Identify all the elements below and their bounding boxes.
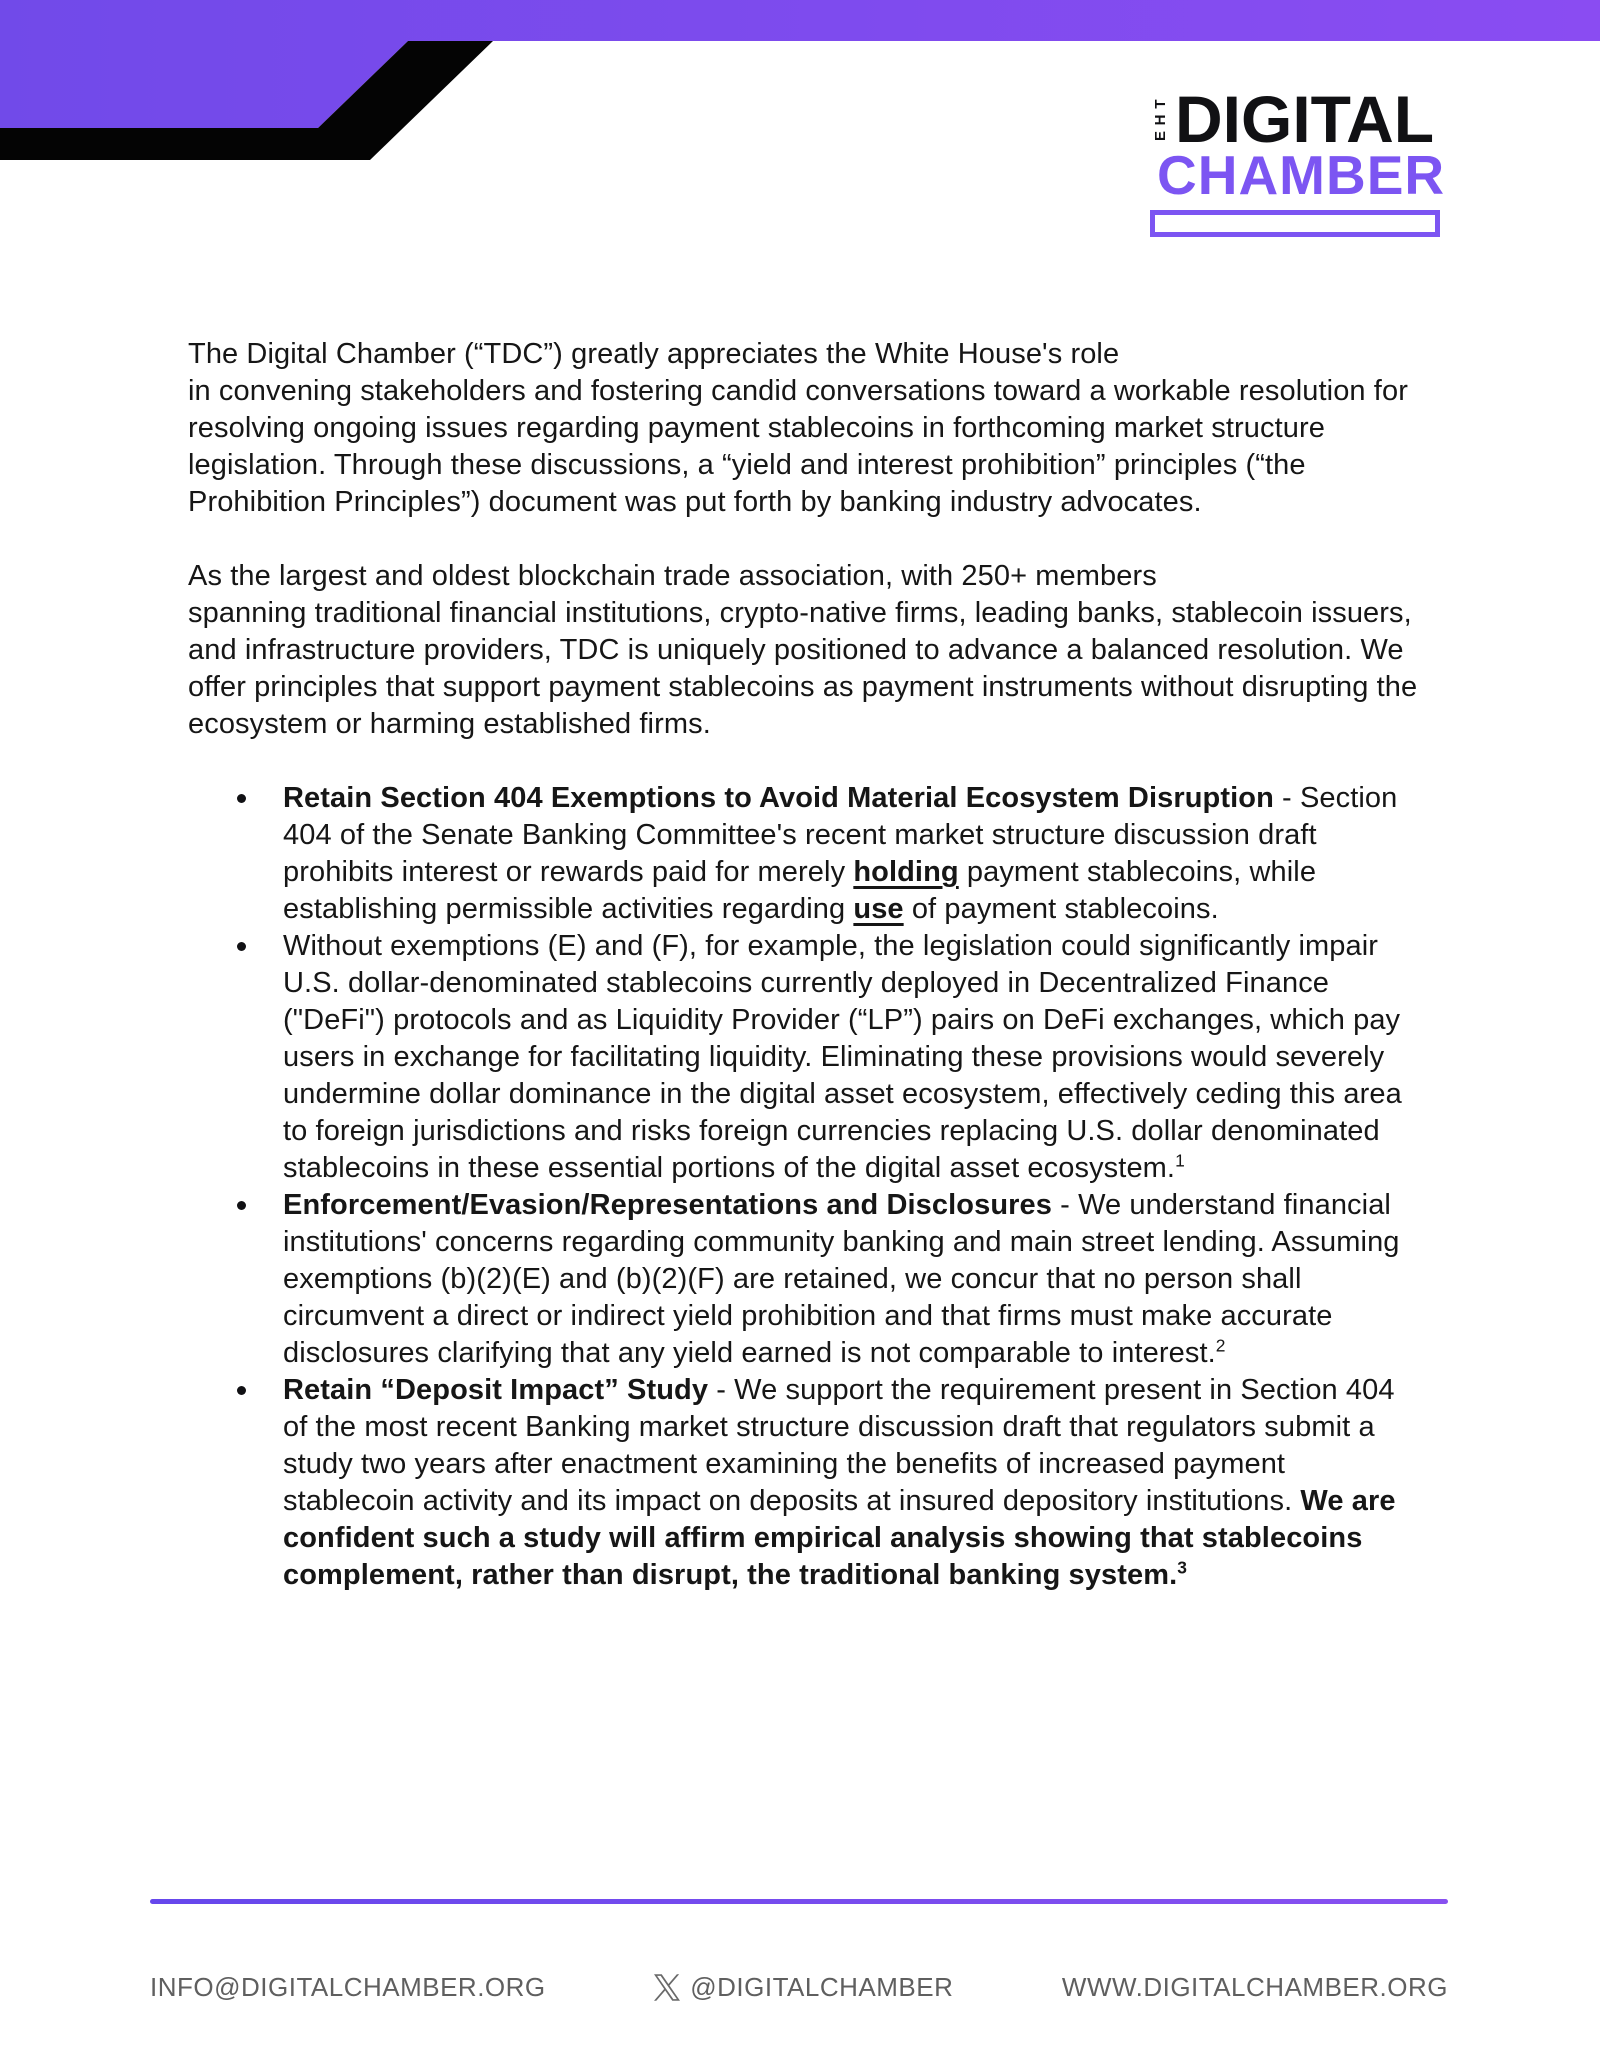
footer [150, 1972, 1448, 2003]
paragraph-intro: The Digital Chamber (“TDC”) greatly appreciates the White House's role in convening stakeholders and fostering candid conversations toward a workable resolution for resolving ongoing issues regarding payment stablecoins in forthcoming market structure legislation. Through these discussions, a “yield and interest prohibition” principles (“the Prohibition Principles”) document was put forth by banking industry advocates. [188, 338, 1408, 518]
footer-x-handle-link[interactable] [654, 1972, 953, 2003]
bullet-dot [237, 794, 246, 803]
footer-divider-line [150, 1899, 1448, 1904]
brand-logo [1150, 82, 1446, 237]
x-logo-icon [654, 1974, 680, 2001]
document-body [188, 336, 1418, 1594]
logo-top-row [1150, 82, 1442, 156]
bullet-dot [237, 1386, 246, 1395]
bullet-item-deposit-study: Retain “Deposit Impact” Study - We support the requirement present in Section 404 of the most recent Banking market structure discussion draft that regulators submit a study two years after enactment examining the benefits of increased payment stablecoin activity and its impact on deposits at insured depository institutions. We are confident such a study will affirm empirical analysis showing that stablecoins complement, rather than disrupt, the traditional banking system.$^3$ [188, 1372, 1418, 1594]
footer-website-link[interactable]: WWW.DIGITALCHAMBER.ORG [1061, 1972, 1448, 2002]
bullet-item-retain-404: Retain Section 404 Exemptions to Avoid Material Ecosystem Disruption - Section 404 of the Senate Banking Committee's recent market structure discussion draft prohibits interest or rewards paid for merely holding payment stablecoins, while establishing permissible activities regarding use of payment stablecoins. [188, 780, 1418, 928]
bullet-item-enforcement: Enforcement/Evasion/Representations and Disclosures - We understand financial institutions' concerns regarding community banking and main street lending. Assuming exemptions (b)(2)(E) and (b)(2)(F) are retained, we concur that no person shall circumvent a direct or indirect yield prohibition and that firms must make accurate disclosures clarifying that any yield earned is not comparable to interest.$^2$ [188, 1187, 1418, 1372]
bullet-dot [237, 942, 246, 951]
logo-underline-box [1150, 210, 1440, 237]
bullet-dot [237, 1201, 246, 1210]
footer-email-link[interactable]: INFO@DIGITALCHAMBER.ORG [150, 1972, 546, 2002]
footer-x-handle-text: @DIGITALCHAMBER [690, 1972, 954, 2002]
principles-list [188, 780, 1418, 1594]
logo-digital-text: DIGITAL [1175, 82, 1435, 156]
bullet-item-without-exemptions: Without exemptions (E) and (F), for example, the legislation could significantly impair U.S. dollar-denominated stablecoins currently deployed in Decentralized Finance ("DeFi") protocols and as Liquidity Provider (“LP”) pairs on DeFi exchanges, which pay users in exchange for facilitating liquidity. Eliminating these provisions would severely undermine dollar dominance in the digital asset ecosystem, effectively ceding this area to foreign jurisdictions and risks foreign currencies replacing U.S. dollar denominated stablecoins in these essential portions of the digital asset ecosystem.$^1$ [188, 928, 1418, 1187]
paragraph-association: As the largest and oldest blockchain trade association, with 250+ members spanning traditional financial institutions, crypto-native firms, leading banks, stablecoin issuers, and infrastructure providers, TDC is uniquely positioned to advance a balanced resolution. We offer principles that support payment stablecoins as payment instruments without disrupting the ecosystem or harming established firms. [188, 560, 1418, 740]
logo-chamber-text: CHAMBER [1157, 144, 1446, 206]
logo-the-vertical: T H E [1152, 99, 1169, 142]
